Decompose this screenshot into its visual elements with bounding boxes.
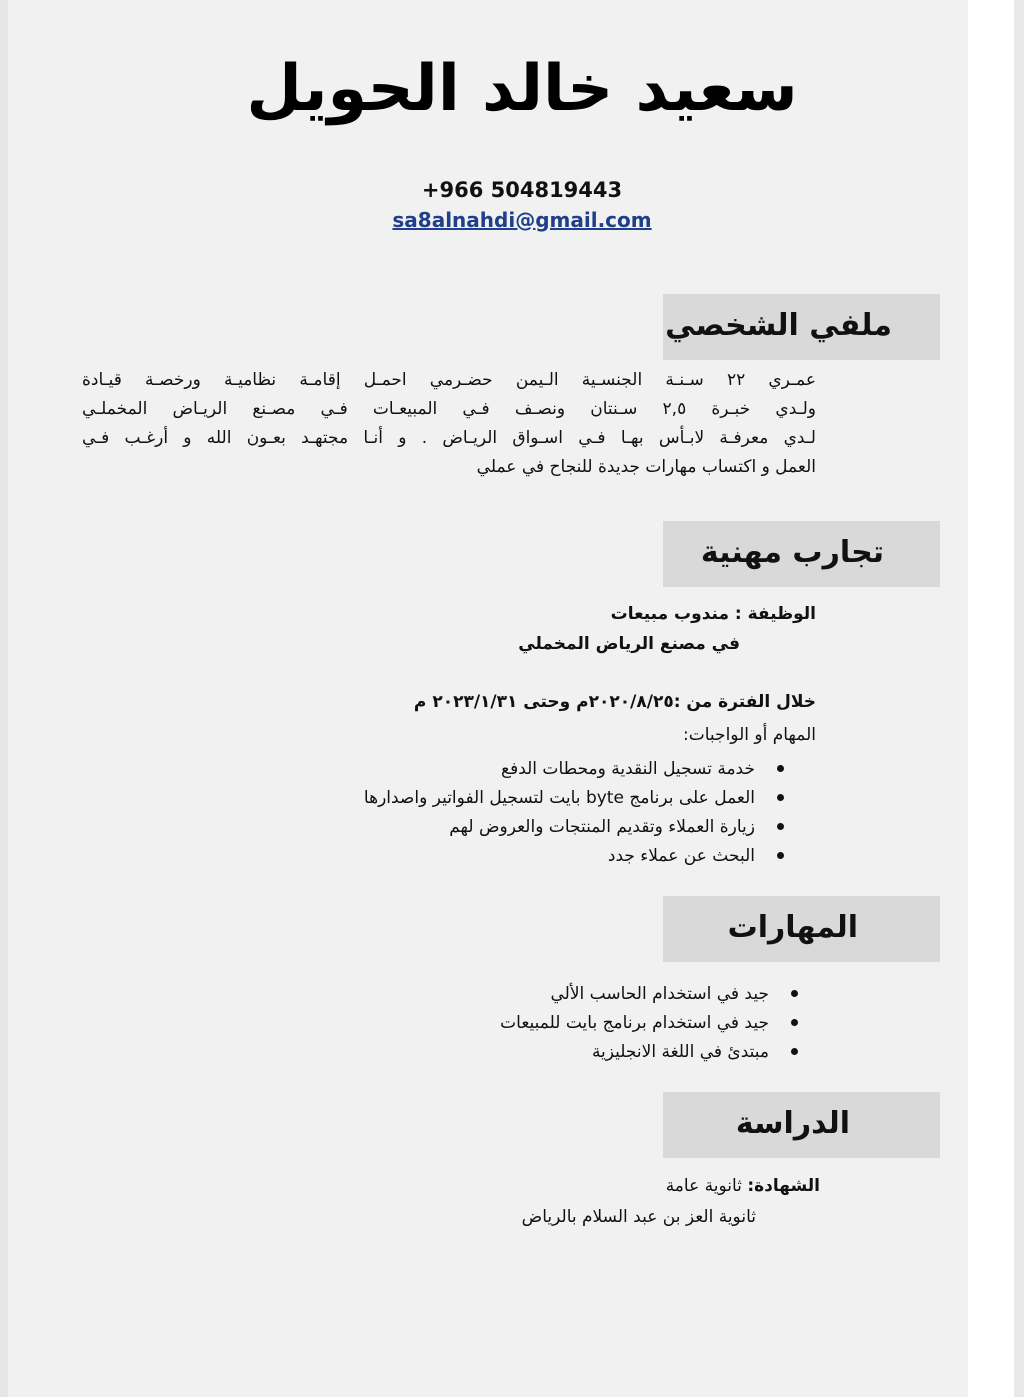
section-header-profile — [663, 294, 940, 360]
bullet-icon — [777, 765, 784, 772]
list-item: البحث عن عملاء جدد — [364, 842, 784, 871]
school-name: ثانوية العز بن عبد السلام بالرياض — [521, 1207, 756, 1227]
bullet-icon — [777, 794, 784, 801]
profile-line: لـدي معرفـة لابـأس بهـا فـي اسـواق الريـاض . و أنـا مجتهـد بعـون الله و أرغـب فـي — [82, 428, 816, 448]
section-title-profile: ملفي الشخصي — [665, 308, 892, 343]
email-link[interactable]: sa8alnahdi@gmail.com — [392, 208, 652, 232]
section-header-experience — [663, 521, 940, 587]
profile-line: عمـري ٢٢ سـنـة الجنسـية الـيمن حضـرمي احمـل إقامـة نظاميـة ورخصـة قيـادة — [82, 370, 816, 390]
degree-value: ثانوية عامة — [665, 1176, 742, 1196]
bullet-icon — [791, 1019, 798, 1026]
job-title: الوظيفة : مندوب مبيعات — [610, 604, 816, 624]
degree-line — [666, 1176, 820, 1196]
employment-period: خلال الفترة من :٢٠٢٠/٨/٢٥م وحتى ٢٠٢٣/١/٣١ م — [413, 692, 816, 712]
company-name: في مصنع الرياض المخملي — [518, 634, 740, 654]
list-item: جيد في استخدام الحاسب الألي — [500, 980, 798, 1009]
phone-number: +966 504819443 — [421, 178, 623, 202]
section-title-education: الدراسة — [735, 1106, 850, 1141]
profile-line: ولـدي خبـرة ٢,٥ سـنتان ونصـف فـي المبيعـات فـي مصـنع الريـاض المخملـي — [82, 399, 816, 419]
list-item: جيد في استخدام برنامج بايت للمبيعات — [500, 1009, 798, 1038]
tasks-list — [364, 755, 784, 871]
list-item: زيارة العملاء وتقديم المنتجات والعروض لهم — [364, 813, 784, 842]
section-title-skills: المهارات — [727, 910, 858, 945]
bullet-icon — [791, 1048, 798, 1055]
degree-label: الشهادة: — [747, 1176, 820, 1196]
bullet-icon — [777, 823, 784, 830]
list-item: خدمة تسجيل النقدية ومحطات الدفع — [364, 755, 784, 784]
section-header-skills — [663, 896, 940, 962]
section-header-education — [663, 1092, 940, 1158]
skills-list — [500, 980, 798, 1067]
bullet-icon — [791, 990, 798, 997]
candidate-name: سعيد خالد الحويل — [246, 52, 798, 126]
section-title-experience: تجارب مهنية — [700, 535, 884, 570]
tasks-label: المهام أو الواجبات: — [683, 725, 816, 745]
bullet-icon — [777, 852, 784, 859]
profile-line: العمل و اكتساب مهارات جديدة للنجاح في عملي — [476, 457, 816, 477]
list-item: العمل على برنامج byte بايت لتسجيل الفواتير واصدارها — [364, 784, 784, 813]
list-item: مبتدئ في اللغة الانجليزية — [500, 1038, 798, 1067]
